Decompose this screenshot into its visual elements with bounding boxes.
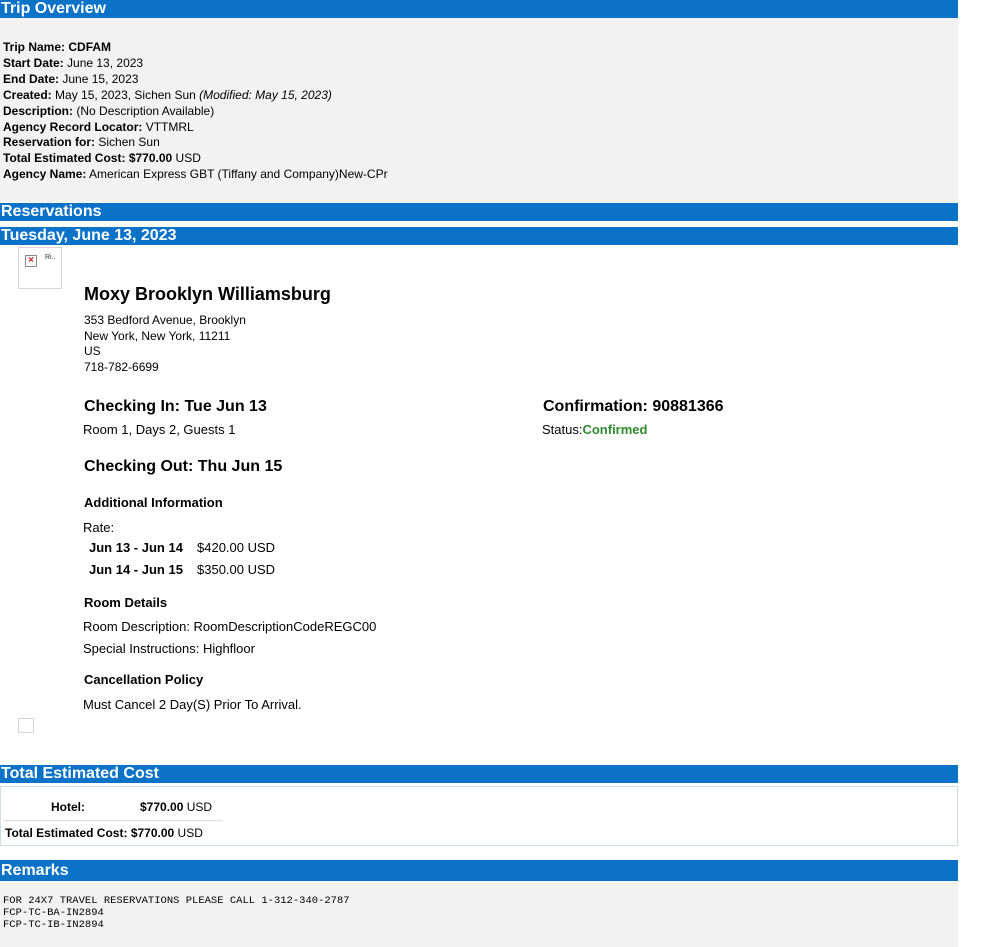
description: (No Description Available) <box>76 103 215 118</box>
hotel-name: Moxy Brooklyn Williamsburg <box>84 284 331 304</box>
additional-info-heading: Additional Information <box>84 495 223 510</box>
remark-line: FCP-TC-IB-IN2894 <box>3 919 104 932</box>
locator-row: Agency Record Locator: VTTMRL <box>3 119 194 134</box>
trip-overview-details <box>3 40 388 183</box>
room-description: Room Description: RoomDescriptionCodeREGC00 <box>83 619 377 634</box>
image-alt-text: Ri.. <box>45 254 56 261</box>
small-image-placeholder <box>18 718 34 733</box>
modified: (Modified: May 15, 2023) <box>199 87 332 102</box>
reservation-for: Sichen Sun <box>98 135 160 150</box>
remark-line: FCP-TC-BA-IN2894 <box>3 907 104 920</box>
status-badge: Confirmed <box>582 422 648 437</box>
rate-row: Jun 13 - Jun 14 $420.00 USD <box>89 540 276 555</box>
cancellation-heading: Cancellation Policy <box>84 672 204 687</box>
date-header: Tuesday, June 13, 2023 <box>0 227 958 245</box>
hotel-address: 353 Bedford Avenue, Brooklyn New York, New York, 11211 US 718-782-6699 <box>84 313 246 374</box>
checkout-heading: Checking Out: Thu Jun 15 <box>84 458 283 475</box>
agency-row: Agency Name: American Express GBT (Tiffany and Company)New-CPr <box>3 167 388 182</box>
rate-row: Jun 14 - Jun 15 $350.00 USD <box>89 562 276 577</box>
total-cost-row: Total Estimated Cost: $770.00 USD <box>3 151 201 166</box>
created-row: Created: May 15, 2023, Sichen Sun (Modified: May 15, 2023) <box>3 87 332 102</box>
reservations-header: Reservations <box>0 203 958 221</box>
cancellation-text: Must Cancel 2 Day(S) Prior To Arrival. <box>83 697 302 712</box>
start-date: June 13, 2023 <box>67 55 144 70</box>
room-details-heading: Room Details <box>84 595 168 610</box>
confirmation-number: Confirmation: 90881366 <box>543 398 724 415</box>
checkin-heading: Checking In: Tue Jun 13 <box>84 398 267 415</box>
remarks-text <box>3 895 350 932</box>
total-cost-header: Total Estimated Cost <box>0 765 958 783</box>
trip-name: CDFAM <box>68 40 112 54</box>
reservation-for-row: Reservation for: Sichen Sun <box>3 135 160 150</box>
created: May 15, 2023, Sichen Sun <box>55 87 196 102</box>
status-row: Status:Confirmed <box>542 422 648 437</box>
divider <box>3 820 222 821</box>
special-instructions: Special Instructions: Highfloor <box>83 641 255 656</box>
hotel-cost-label: Hotel: <box>51 800 85 814</box>
rate-label: Rate: <box>83 520 115 535</box>
hotel-phone: 718-782-6699 <box>84 359 159 374</box>
broken-image-icon: × <box>25 255 37 267</box>
hotel-image-placeholder <box>18 247 62 289</box>
total-cost-summary: Total Estimated Cost: $770.00 USD <box>5 826 203 840</box>
end-date-row: End Date: June 15, 2023 <box>3 71 139 86</box>
trip-overview-header: Trip Overview <box>0 0 958 18</box>
checkin-details: Room 1, Days 2, Guests 1 <box>83 422 236 437</box>
description-row: Description: (No Description Available) <box>3 103 215 118</box>
hotel-cost-value: $770.00 USD <box>140 800 213 814</box>
trip-name-row: Trip Name: CDFAM <box>3 40 112 54</box>
agency-name: American Express GBT (Tiffany and Company)New-CPr <box>89 167 388 182</box>
total-cost: $770.00 <box>128 151 173 166</box>
end-date: June 15, 2023 <box>62 71 139 86</box>
start-date-row: Start Date: June 13, 2023 <box>3 55 144 70</box>
remarks-header: Remarks <box>0 860 958 881</box>
record-locator: VTTMRL <box>145 119 194 134</box>
remark-line: FOR 24X7 TRAVEL RESERVATIONS PLEASE CALL 1-312-340-2787 <box>3 895 350 907</box>
